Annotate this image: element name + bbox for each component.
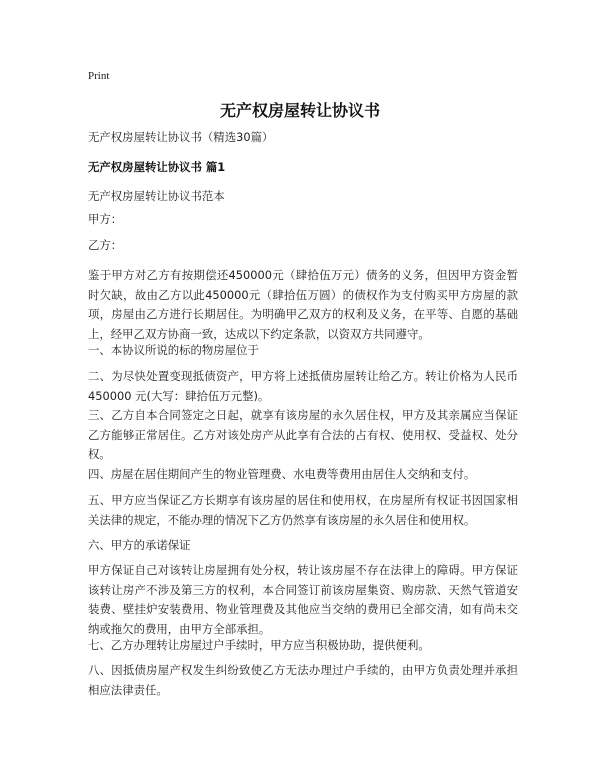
clause-6-body: 甲方保证自己对该转让房屋拥有处分权，转让该房屋不存在法律上的障碍。甲方保证该转让房产不涉及第三方的权利，本合同签订前该房屋集资、购房款、天然气管道安装费、壁挂炉安装费用、物业管理费及其他应当交纳的费用已全部交清，如有尚未交纳或拖欠的费用，由甲方全部承担。 bbox=[88, 563, 518, 636]
clause-7: 七、乙方办理转让房屋过户手续时，甲方应当积极协助，提供便利。 bbox=[88, 638, 430, 652]
document-subtitle: 无产权房屋转让协议书（精选30篇） bbox=[88, 130, 274, 144]
clause-1: 一、本协议所说的标的物房屋位于 bbox=[88, 343, 259, 357]
preamble-paragraph: 鉴于甲方对乙方有按期偿还450000元（肆拾伍万元）债务的义务，但因甲方资金暂时欠缺，故由乙方以此450000元（肆拾伍万圆）的债权作为支付购买甲方房屋的款项，房屋由乙方进行长期居住。为明确甲乙双方的权利及义务，在平等、自愿的基础上，经甲乙双方协商一致，达成以下约定条款，以资双方共同遵守。 bbox=[88, 268, 518, 341]
party-a-label: 甲方： bbox=[88, 212, 123, 226]
clause-3: 三、乙方自本合同签定之日起，就享有该房屋的永久居住权，甲方及其亲属应当保证乙方能够正常居住。乙方对该处房产从此享有合法的占有权、使用权、受益权、处分权。 bbox=[88, 408, 518, 462]
clause-2: 二、为尽快处置变现抵债资产，甲方将上述抵债房屋转让给乙方。转让价格为人民币450000 元(大写：肆拾伍万元整)。 bbox=[88, 369, 518, 403]
clause-6-heading: 六、甲方的承诺保证 bbox=[88, 538, 191, 552]
clause-5: 五、甲方应当保证乙方长期享有该房屋的居住和使用权，在房屋所有权证书因国家相关法律的规定，不能办理的情况下乙方仍然享有该房屋的永久居住和使用权。 bbox=[88, 493, 518, 527]
party-b-label: 乙方： bbox=[88, 238, 123, 252]
document-title: 无产权房屋转让协议书 bbox=[219, 101, 380, 120]
print-link[interactable]: Print bbox=[88, 70, 110, 82]
paragraph: 无产权房屋转让协议书范本 bbox=[88, 189, 225, 203]
section-heading: 无产权房屋转让协议书 篇1 bbox=[88, 160, 226, 174]
clause-8: 八、因抵债房屋产权发生纠纷致使乙方无法办理过户手续的，由甲方负责处理并承担相应法律责任。 bbox=[88, 663, 518, 697]
clause-4: 四、房屋在居住期间产生的物业管理费、水电费等费用由居住人交纳和支付。 bbox=[88, 467, 476, 481]
